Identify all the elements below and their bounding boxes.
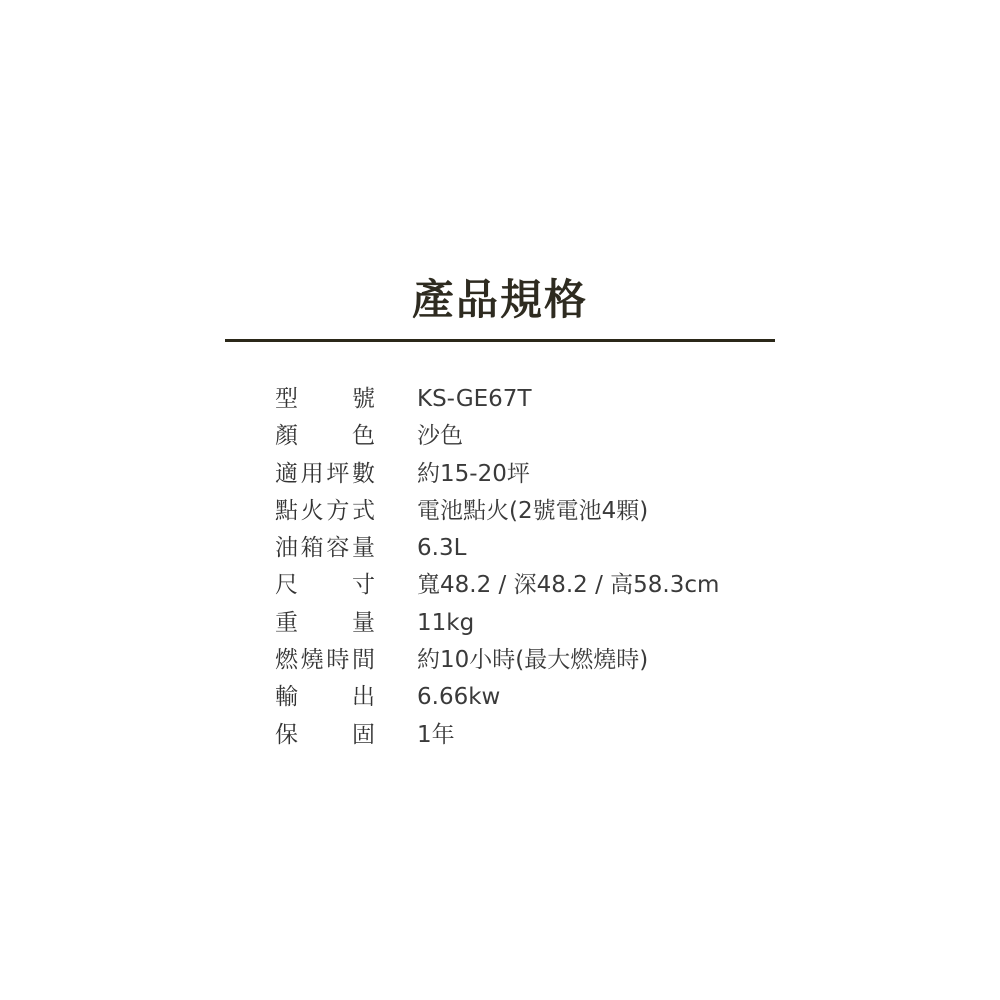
title-divider	[225, 339, 775, 342]
spec-row-color	[275, 418, 775, 455]
spec-value: KS-GE67T	[417, 386, 532, 412]
spec-value: 寬48.2 / 深48.2 / 高58.3cm	[417, 572, 720, 599]
spec-row-weight	[275, 605, 775, 642]
spec-label: 燃燒時間	[275, 647, 375, 674]
spec-value: 11kg	[417, 609, 475, 636]
spec-label: 重量	[275, 609, 375, 636]
spec-label: 點火方式	[275, 497, 375, 524]
spec-row-dimensions	[275, 567, 775, 604]
spec-row-burn-time	[275, 642, 775, 679]
spec-label: 輸出	[275, 684, 375, 711]
spec-row-output	[275, 679, 775, 716]
page-title: 產品規格	[411, 275, 588, 325]
spec-label: 適用坪數	[275, 460, 375, 487]
spec-value: 電池點火(2號電池4顆)	[417, 497, 649, 524]
spec-value: 6.3L	[417, 535, 467, 562]
spec-row-warranty	[275, 717, 775, 754]
spec-table	[275, 381, 775, 754]
spec-row-model	[275, 381, 775, 418]
spec-value: 沙色	[417, 423, 463, 450]
spec-label: 顏色	[275, 423, 375, 450]
spec-value: 約15-20坪	[417, 460, 530, 487]
spec-row-ignition	[275, 493, 775, 530]
spec-row-tank-capacity	[275, 530, 775, 567]
spec-label: 油箱容量	[275, 535, 375, 562]
spec-label: 尺寸	[275, 572, 375, 599]
spec-label: 型號	[275, 386, 375, 412]
spec-row-coverage-area	[275, 456, 775, 493]
spec-value: 6.66kw	[417, 684, 501, 711]
spec-label: 保固	[275, 721, 375, 748]
spec-value: 1年	[417, 721, 455, 748]
spec-value: 約10小時(最大燃燒時)	[417, 647, 649, 674]
